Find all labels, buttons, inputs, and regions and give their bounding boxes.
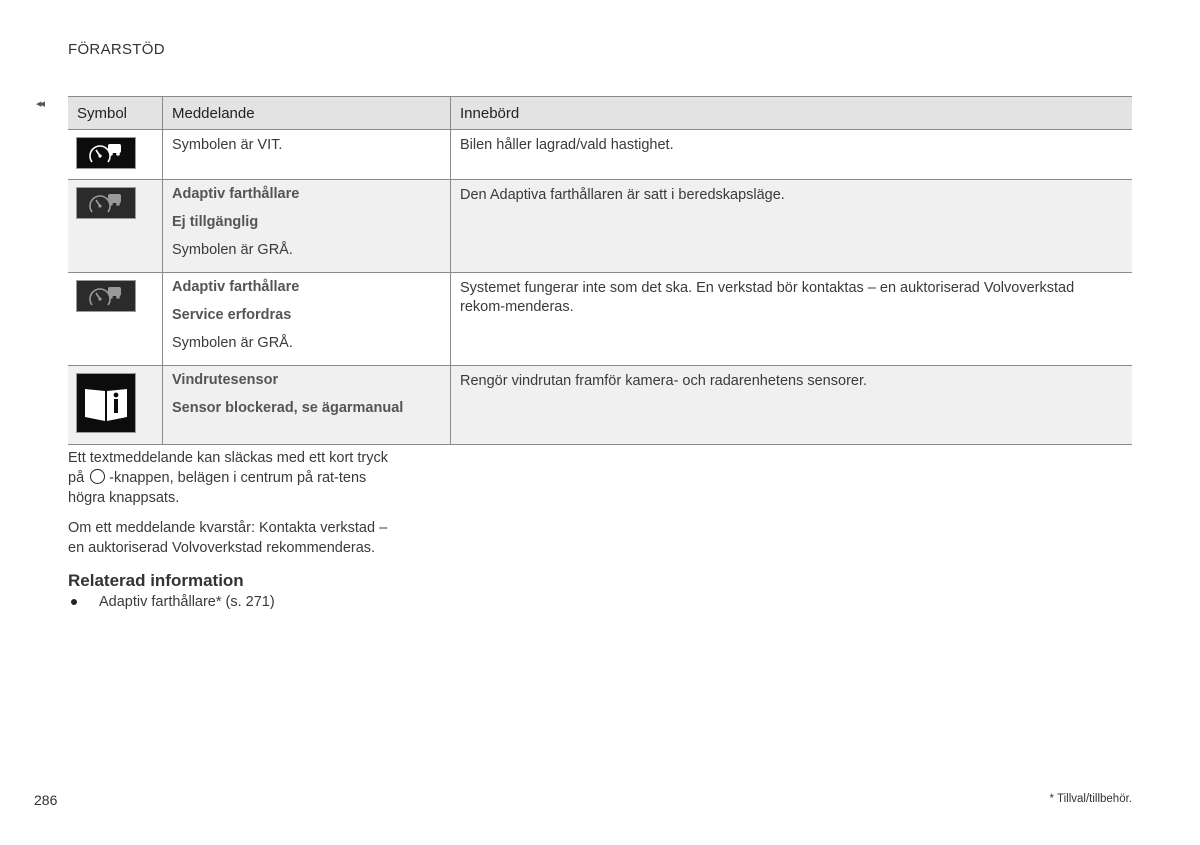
message-subtitle: Ej tillgänglig: [172, 214, 259, 230]
related-info-list: [68, 594, 275, 610]
cruise-control-icon: [76, 137, 136, 169]
symbol-cell: [68, 180, 163, 273]
table-row: [68, 273, 1132, 366]
meaning-cell: Den Adaptiva farthållaren är satt i beredskapsläge.: [451, 180, 1133, 273]
message-subtitle: Sensor blockerad, se ägarmanual: [172, 400, 404, 416]
related-info-heading: Relaterad information: [68, 571, 244, 590]
message-title: Vindrutesensor: [172, 372, 279, 388]
message-cell: [163, 366, 451, 445]
message-cell: [163, 180, 451, 273]
info-paragraph-end: -knappen, belägen i centrum på rat-tens högra knappsats.: [68, 470, 367, 506]
meaning-cell: Systemet fungerar inte som det ska. En verkstad bör kontaktas – en auktoriserad Volvoverkstad rekom-menderas.: [451, 273, 1133, 366]
related-link[interactable]: Adaptiv farthållare* (s. 271): [99, 594, 275, 610]
table-row: [68, 366, 1132, 445]
symbol-cell: [68, 130, 163, 180]
symbol-cell: [68, 366, 163, 445]
info-paragraph-start: Ett textmeddelande kan släckas med ett kort tryck på: [68, 450, 388, 486]
column-header-symbol: Symbol: [68, 97, 163, 130]
message-cell: [163, 273, 451, 366]
footnote: * Tillval/tillbehör.: [1049, 793, 1132, 805]
message-title: Adaptiv farthållare: [172, 186, 300, 202]
meaning-cell: Rengör vindrutan framför kamera- och radarenhetens sensorer.: [451, 366, 1133, 445]
meaning-cell: Bilen håller lagrad/vald hastighet.: [451, 130, 1133, 180]
page-number: 286: [34, 792, 58, 808]
message-plain-text: Symbolen är GRÅ.: [172, 335, 293, 351]
column-header-meaning: Innebörd: [451, 97, 1133, 130]
bullet-icon: [71, 599, 77, 605]
message-cell: [163, 130, 451, 180]
continued-marker-icon: ◂◂: [36, 98, 44, 110]
message-plain-text: Symbolen är VIT.: [172, 137, 283, 153]
message-table: [68, 96, 1132, 445]
column-header-message: Meddelande: [163, 97, 451, 130]
contact-paragraph: Om ett meddelande kvarstår: Kontakta verkstad – en auktoriserad Volvoverkstad rekommenderas.: [68, 520, 388, 556]
table-row: [68, 180, 1132, 273]
list-item[interactable]: [68, 594, 275, 610]
table-row: [68, 130, 1132, 180]
message-plain-text: Symbolen är GRÅ.: [172, 242, 293, 258]
info-paragraph: [68, 448, 398, 508]
table-header-row: [68, 97, 1132, 130]
owners-manual-icon: [76, 373, 136, 433]
message-title: Adaptiv farthållare: [172, 279, 300, 295]
cruise-control-icon: [76, 187, 136, 219]
circle-button-icon: [90, 469, 105, 484]
symbol-cell: [68, 273, 163, 366]
message-subtitle: Service erfordras: [172, 307, 292, 323]
section-title: FÖRARSTÖD: [68, 41, 165, 58]
cruise-control-icon: [76, 280, 136, 312]
